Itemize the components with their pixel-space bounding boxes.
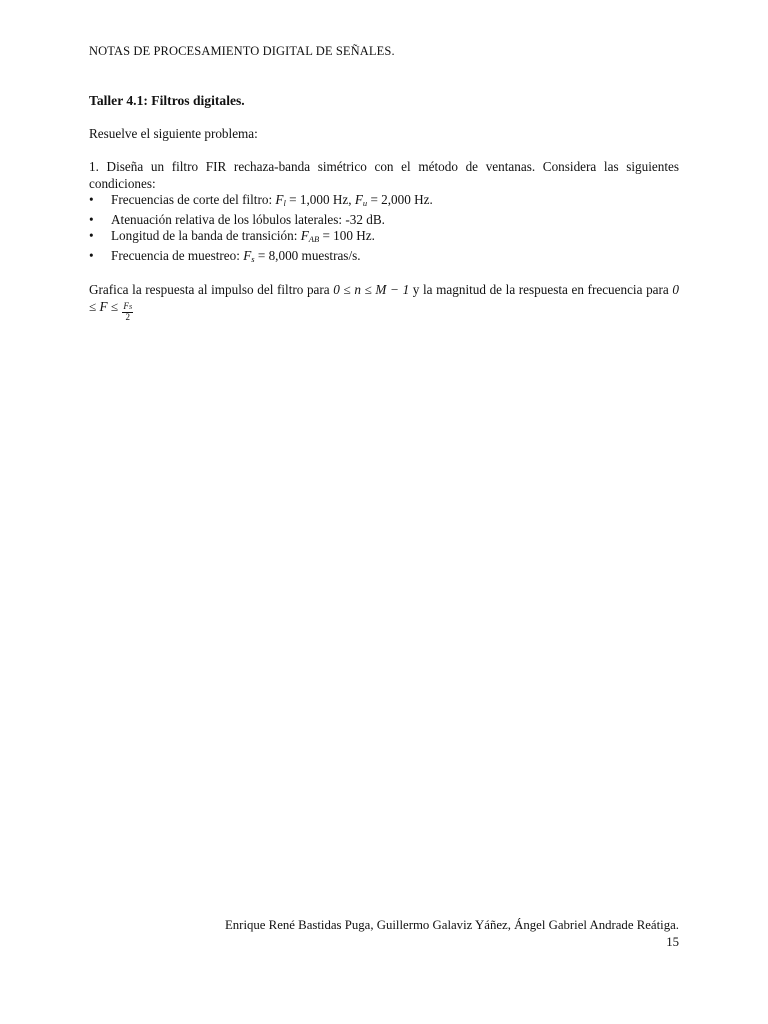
closing-instruction <box>89 282 679 322</box>
math-subscript: AB <box>308 234 320 244</box>
problem-statement: 1. Diseña un filtro FIR rechaza-banda simétrico con el método de ventanas. Considera las siguientes condiciones: <box>89 159 679 191</box>
page-content <box>89 93 679 322</box>
math-fraction <box>122 302 133 322</box>
bullet-icon: • <box>89 247 94 263</box>
condition-text: = 1,000 Hz, <box>285 192 355 207</box>
math-subscript: l <box>283 198 286 208</box>
condition-text: Atenuación relativa de los lóbulos laterales: -32 dB. <box>111 211 385 227</box>
page-footer <box>225 917 679 950</box>
condition-item-cutoff <box>89 192 679 212</box>
intro-text: Resuelve el siguiente problema: <box>89 125 258 141</box>
condition-text: = 100 Hz. <box>319 228 375 243</box>
page-number: 15 <box>666 934 679 949</box>
fraction-symbol: F <box>123 300 129 311</box>
footer-authors: Enrique René Bastidas Puga, Guillermo Galaviz Yáñez, Ángel Gabriel Andrade Reátiga. <box>224 918 679 932</box>
closing-text: y la magnitud de la respuesta en frecuencia para <box>409 282 673 297</box>
condition-item-transition <box>89 228 679 248</box>
fraction-numerator <box>122 302 133 313</box>
math-range-f: 0 ≤ F ≤ <box>89 282 679 314</box>
condition-item-sampling <box>89 248 679 268</box>
condition-text: Longitud de la banda de transición: <box>111 228 301 243</box>
section-title: Taller 4.1: Filtros digitales. <box>89 93 245 108</box>
condition-text: = 2,000 Hz. <box>367 192 433 207</box>
fraction-subscript: S <box>128 303 133 311</box>
conditions-list <box>89 192 679 267</box>
condition-item-attenuation <box>89 212 679 229</box>
bullet-icon: • <box>89 211 94 227</box>
fraction-denominator: 2 <box>125 311 131 322</box>
math-symbol: F <box>354 192 363 207</box>
math-symbol: F <box>300 228 309 243</box>
math-range-n: 0 ≤ n ≤ M − 1 <box>333 282 410 297</box>
condition-text: Frecuencia de muestreo: <box>111 247 244 263</box>
math-symbol: F <box>243 247 252 263</box>
bullet-icon: • <box>89 228 94 243</box>
closing-text: Grafica la respuesta al impulso del filtro para <box>89 282 334 297</box>
math-symbol: F <box>275 192 284 207</box>
condition-text: Frecuencias de corte del filtro: <box>111 192 276 207</box>
math-subscript: u <box>362 198 368 208</box>
running-header: NOTAS DE PROCESAMIENTO DIGITAL DE SEÑALES. <box>89 44 395 58</box>
math-subscript: s <box>251 253 255 264</box>
bullet-icon: • <box>89 192 94 207</box>
condition-text: = 8,000 muestras/s. <box>254 247 361 263</box>
